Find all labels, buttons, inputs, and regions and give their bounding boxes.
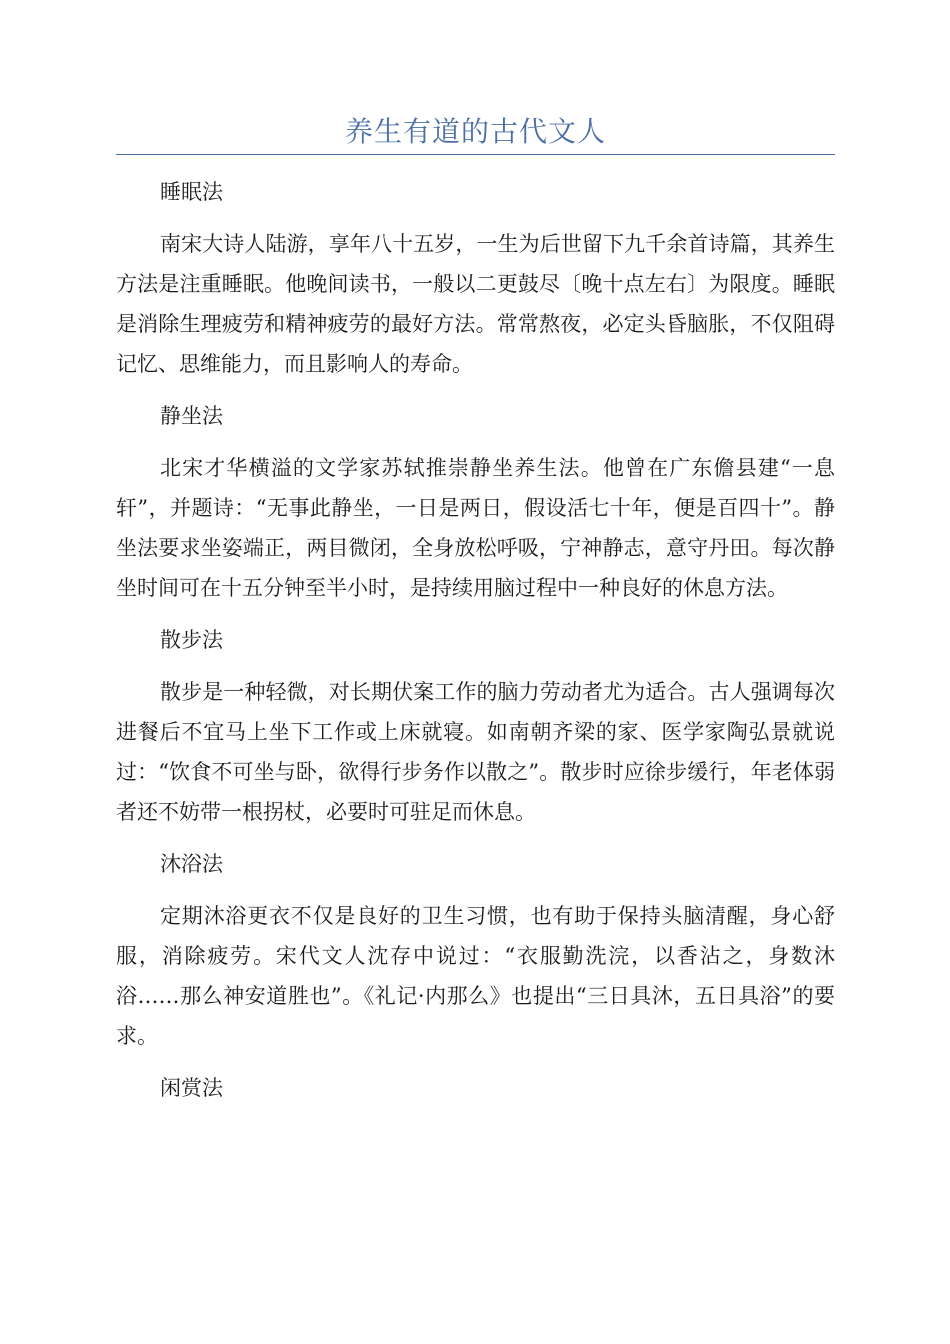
section-heading-sleep: 睡眠法 bbox=[160, 180, 223, 204]
section-heading-walking: 散步法 bbox=[160, 628, 223, 652]
document-title: 养生有道的古代文人 bbox=[344, 115, 606, 148]
section-heading-leisure: 闲赏法 bbox=[160, 1076, 223, 1100]
section-paragraph-meditation: 北宋才华横溢的文学家苏轼推崇静坐养生法。他曾在广东儋县建“一息轩”，并题诗：“无事此静坐，一日是两日，假设活七十年，便是百四十”。静坐法要求坐姿端正，两目微闭，全身放松呼吸，宁神静志，意守丹田。每次静坐时间可在十五分钟至半小时，是持续用脑过程中一种良好的休息方法。 bbox=[116, 456, 835, 600]
section-heading-meditation: 静坐法 bbox=[160, 404, 223, 428]
section-paragraph-bathing: 定期沐浴更衣不仅是良好的卫生习惯，也有助于保持头脑清醒，身心舒服，消除疲劳。宋代文人沈存中说过：“衣服勤洗浣，以香沾之，身数沐浴……那么神安道胜也”。《礼记·内那么》也提出“三日具沐，五日具浴”的要求。 bbox=[116, 904, 835, 1048]
section-paragraph-walking: 散步是一种轻微，对长期伏案工作的脑力劳动者尤为适合。古人强调每次进餐后不宜马上坐下工作或上床就寝。如南朝齐梁的家、医学家陶弘景就说过：“饮食不可坐与卧，欲得行步务作以散之”。散步时应徐步缓行，年老体弱者还不妨带一根拐杖，必要时可驻足而休息。 bbox=[116, 680, 835, 824]
section-heading-bathing: 沐浴法 bbox=[160, 852, 223, 876]
title-underline bbox=[116, 154, 835, 155]
section-paragraph-sleep: 南宋大诗人陆游，享年八十五岁，一生为后世留下九千余首诗篇，其养生方法是注重睡眠。他晚间读书，一般以二更鼓尽〔晚十点左右〕为限度。睡眠是消除生理疲劳和精神疲劳的最好方法。常常熬夜，必定头昏脑胀，不仅阻碍记忆、思维能力，而且影响人的寿命。 bbox=[116, 232, 835, 376]
document-body bbox=[116, 172, 835, 1120]
